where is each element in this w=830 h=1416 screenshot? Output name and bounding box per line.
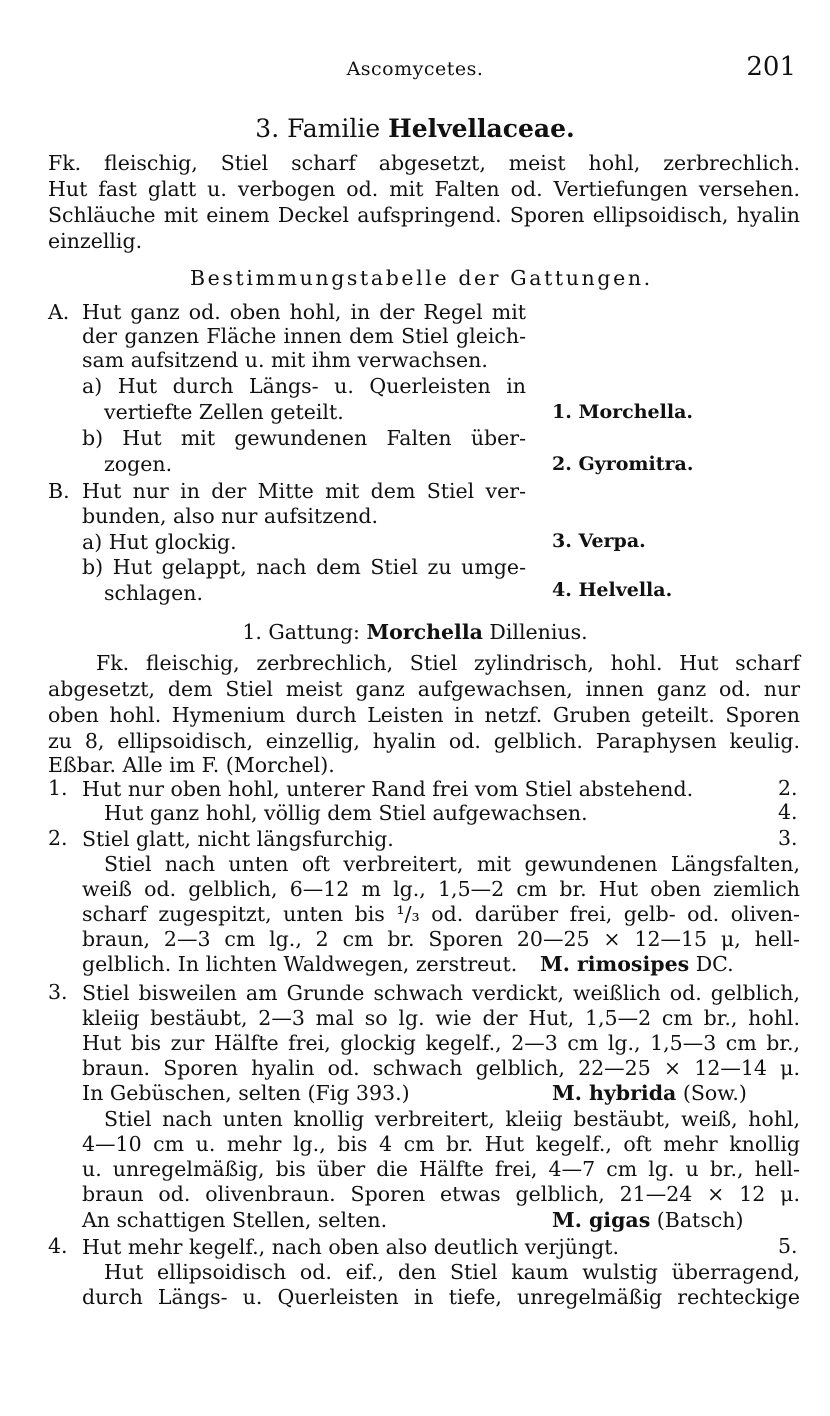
species-name: M. gigas bbox=[552, 1208, 651, 1232]
family-desc-line: Hut fast glatt u. verbogen od. mit Falten od. Vertiefungen versehen. bbox=[48, 177, 800, 201]
genus-verpa: 3. Verpa. bbox=[552, 530, 646, 552]
family-desc-line: Fk. fleischig, Stiel scharf abgesetzt, meist hohl, zerbrechlich. bbox=[48, 151, 800, 175]
genus-morchella: 1. Morchella. bbox=[552, 401, 693, 423]
couplet-text: braun od. olivenbraun. Sporen etwas gelblich, 21—24 × 12 μ. bbox=[82, 1182, 800, 1206]
couplet-text: braun, 2—3 cm lg., 2 cm br. Sporen 20—25 × 12—15 μ, hell- bbox=[82, 927, 800, 951]
couplet-number: 1. bbox=[48, 776, 68, 800]
key-bb-line: b) Hut gelappt, nach dem Stiel zu umge- bbox=[82, 555, 526, 579]
genus-heading bbox=[0, 620, 830, 644]
genus-desc-line: zu 8, ellipsoidisch, einzellig, hyalin od. gelblich. Paraphysen keulig. bbox=[48, 729, 800, 753]
couplet-text: scharf zugespitzt, unten bis ¹/₃ od. darüber frei, gelb- od. oliven- bbox=[82, 902, 800, 926]
genus-desc-line: oben hohl. Hymenium durch Leisten in netzf. Gruben geteilt. Sporen bbox=[48, 703, 800, 727]
key-label-a: A. bbox=[48, 300, 70, 324]
genus-prefix: 1. Gattung: bbox=[242, 620, 367, 644]
couplet-text: Hut nur oben hohl, unterer Rand frei vom Stiel abstehend. bbox=[82, 777, 694, 801]
couplet-number: 2. bbox=[48, 826, 68, 850]
couplet-text: Stiel nach unten knollig verbreitert, kleiig bestäubt, weiß, hohl, bbox=[104, 1107, 800, 1131]
genus-helvella: 4. Helvella. bbox=[552, 579, 673, 601]
species-hybrida bbox=[552, 1080, 747, 1106]
key-bb-line: schlagen. bbox=[104, 581, 203, 605]
species-author: (Batsch) bbox=[650, 1208, 744, 1232]
genus-desc-line: abgesetzt, dem Stiel meist ganz aufgewachsen, innen ganz od. nur bbox=[48, 677, 800, 701]
key-b-line: Hut nur in der Mitte mit dem Stiel ver- bbox=[82, 479, 526, 503]
key-a-line: Hut ganz od. oben hohl, in der Regel mit bbox=[82, 300, 526, 324]
page-number: 201 bbox=[746, 52, 796, 82]
couplet-text: Hut bis zur Hälfte frei, glockig kegelf., 2—3 cm lg., 1,5—3 cm br., bbox=[82, 1031, 800, 1055]
couplet-ref: 3. bbox=[778, 826, 798, 850]
couplet-text: Stiel glatt, nicht längsfurchig. bbox=[82, 827, 394, 851]
species-name: M. hybrida bbox=[552, 1081, 677, 1105]
couplet-text: Hut ellipsoidisch od. eif., den Stiel kaum wulstig überragend, bbox=[104, 1260, 800, 1284]
key-ab-line: zogen. bbox=[104, 452, 173, 476]
couplet-ref: 4. bbox=[778, 800, 798, 824]
genus-name: Morchella bbox=[366, 620, 483, 644]
couplet-text: Hut ganz hohl, völlig dem Stiel aufgewachsen. bbox=[104, 801, 588, 825]
running-header: Ascomycetes. bbox=[346, 58, 484, 80]
couplet-text: An schattigen Stellen, selten. bbox=[82, 1208, 388, 1232]
key-aa-line: a) Hut durch Längs- u. Querleisten in bbox=[82, 374, 526, 398]
couplet-text: In Gebüschen, selten (Fig 393.) bbox=[82, 1081, 410, 1105]
key-a-line: der ganzen Fläche innen dem Stiel gleich- bbox=[82, 324, 526, 348]
couplet-number: 3. bbox=[48, 980, 68, 1004]
key-title: Bestimmungstabelle der Gattungen. bbox=[190, 266, 653, 290]
species-gigas bbox=[552, 1207, 744, 1233]
genus-desc-line: Fk. fleischig, zerbrechlich, Stiel zylindrisch, hohl. Hut scharf bbox=[96, 651, 800, 675]
key-ba-line: a) Hut glockig. bbox=[82, 530, 237, 554]
family-heading bbox=[0, 114, 830, 143]
key-label-b: B. bbox=[48, 479, 70, 503]
family-prefix: 3. Familie bbox=[255, 114, 389, 143]
couplet-text: 4—10 cm u. mehr lg., bis 4 cm br. Hut kegelf., oft mehr knollig bbox=[82, 1132, 800, 1156]
key-ab-line: b) Hut mit gewundenen Falten über- bbox=[82, 426, 526, 450]
genus-gyromitra: 2. Gyromitra. bbox=[552, 453, 694, 475]
species-rimosipes bbox=[540, 951, 734, 977]
species-author: (Sow.) bbox=[676, 1081, 747, 1105]
couplet-text: braun. Sporen hyalin od. schwach gelblich, 22—25 × 12—14 μ. bbox=[82, 1056, 800, 1080]
family-desc-line: Schläuche mit einem Deckel aufspringend. Sporen ellipsoidisch, hyalin bbox=[48, 203, 800, 227]
couplet-number: 4. bbox=[48, 1234, 68, 1258]
species-name: M. rimosipes bbox=[540, 952, 690, 976]
family-desc-line: einzellig. bbox=[48, 229, 143, 253]
couplet-text: Hut mehr kegelf., nach oben also deutlich verjüngt. bbox=[82, 1235, 619, 1259]
couplet-text: Stiel nach unten oft verbreitert, mit gewundenen Längsfalten, bbox=[104, 852, 800, 876]
key-aa-line: vertiefte Zellen geteilt. bbox=[104, 400, 344, 424]
genus-author: Dillenius. bbox=[482, 620, 588, 644]
couplet-text: Stiel bisweilen am Grunde schwach verdickt, weißlich od. gelblich, bbox=[82, 981, 800, 1005]
couplet-text: u. unregelmäßig, bis über die Hälfte frei, 4—7 cm lg. u br., hell- bbox=[82, 1157, 800, 1181]
couplet-text: weiß od. gelblich, 6—12 m lg., 1,5—2 cm br. Hut oben ziemlich bbox=[82, 877, 800, 901]
genus-desc-line: Eßbar. Alle im F. (Morchel). bbox=[48, 753, 335, 777]
couplet-text: durch Längs- u. Querleisten in tiefe, unregelmäßig rechteckige bbox=[82, 1285, 800, 1309]
couplet-ref: 2. bbox=[778, 776, 798, 800]
couplet-ref: 5. bbox=[778, 1234, 798, 1258]
key-a-line: sam aufsitzend u. mit ihm verwachsen. bbox=[82, 348, 488, 372]
couplet-text: kleiig bestäubt, 2—3 mal so lg. wie der Hut, 1,5—2 cm br., hohl. bbox=[82, 1006, 800, 1030]
key-b-line: bunden, also nur aufsitzend. bbox=[82, 504, 378, 528]
species-author: DC. bbox=[689, 952, 734, 976]
couplet-text: gelblich. In lichten Waldwegen, zerstreut. bbox=[82, 952, 518, 976]
family-name: Helvellaceae. bbox=[388, 114, 575, 143]
